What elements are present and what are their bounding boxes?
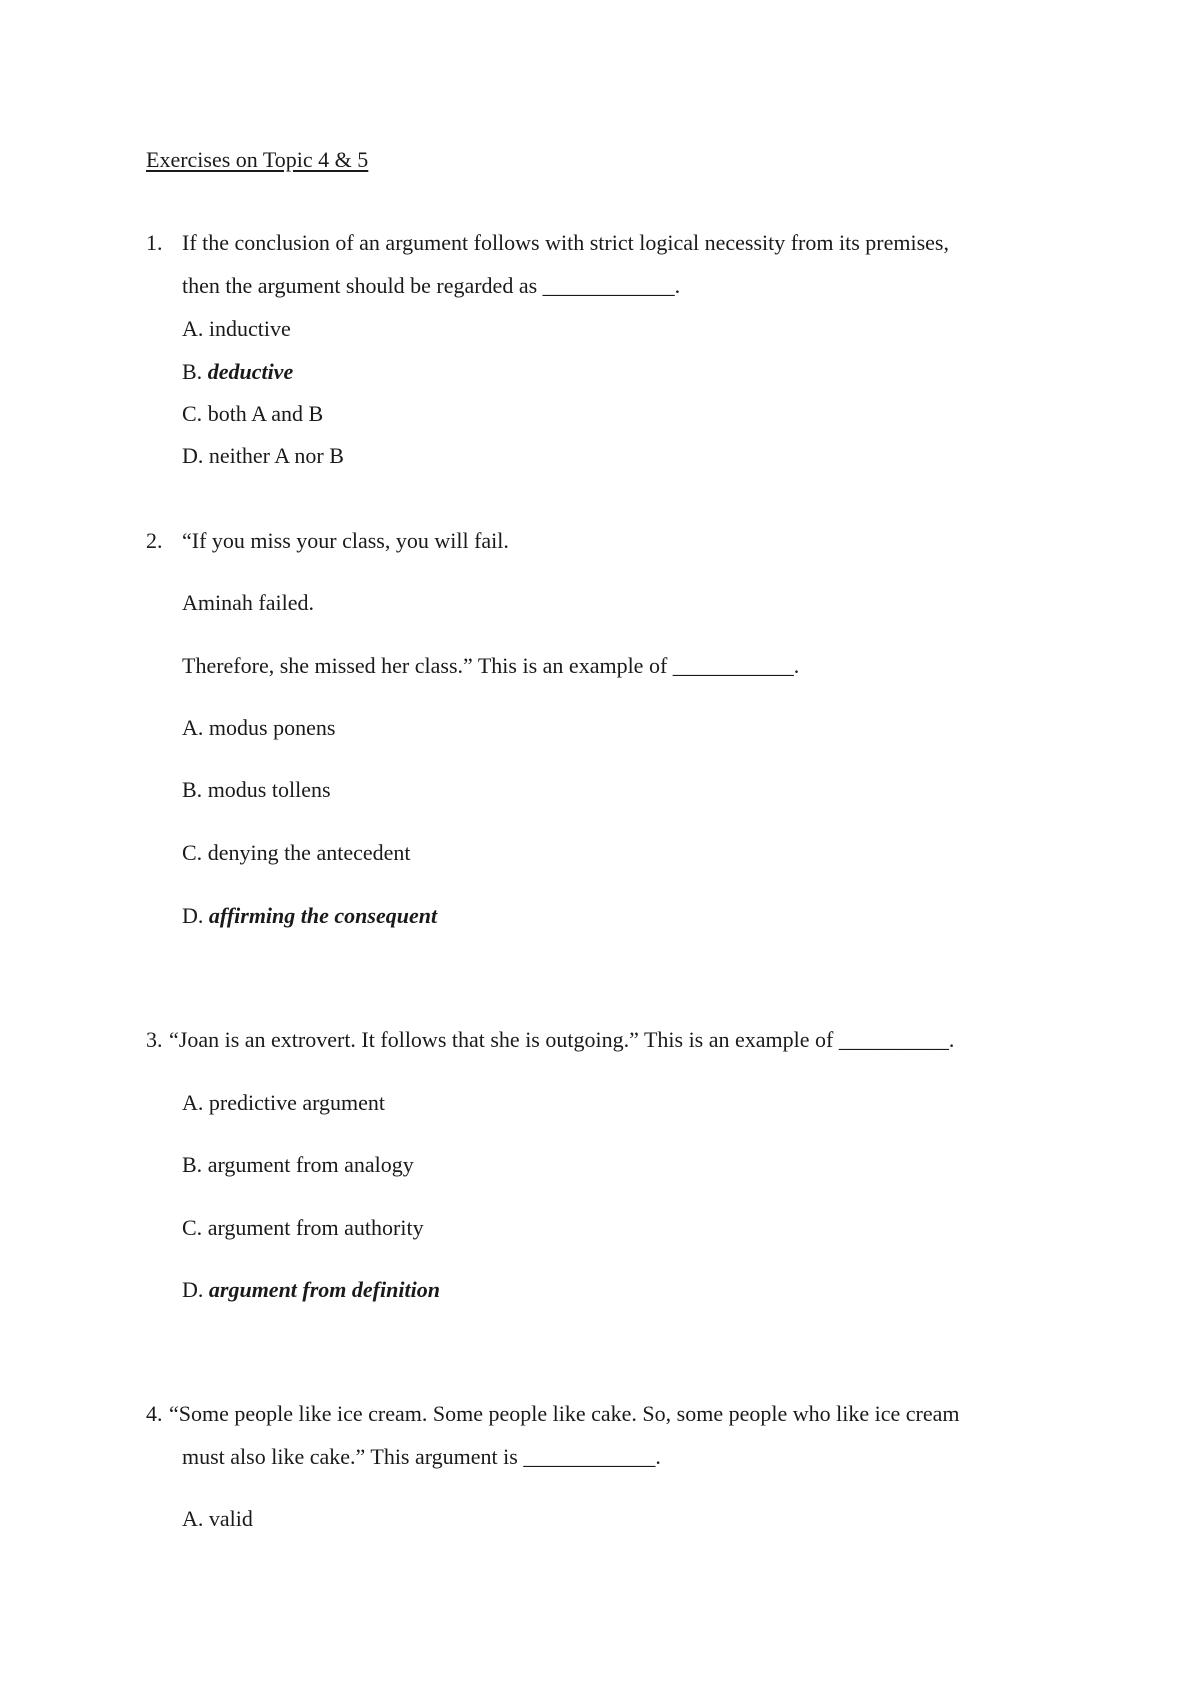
question-3-option-b xyxy=(182,1151,414,1179)
option-letter: D. xyxy=(182,443,204,468)
question-3-option-a xyxy=(182,1089,385,1117)
option-text: predictive argument xyxy=(208,1090,386,1115)
option-letter: B. xyxy=(182,777,203,802)
question-3-option-d xyxy=(182,1276,440,1304)
option-text: argument from authority xyxy=(207,1215,424,1240)
question-2-option-a xyxy=(182,714,335,742)
option-text: argument from analogy xyxy=(207,1152,414,1177)
question-1-option-d xyxy=(182,442,344,470)
question-1-text-line-2: then the argument should be regarded as ____________. xyxy=(182,273,681,298)
question-1-number: 1. xyxy=(146,230,163,255)
question-3-number: 3. xyxy=(146,1027,163,1052)
option-text: modus tollens xyxy=(207,777,331,802)
question-4-number: 4. xyxy=(146,1401,163,1426)
option-letter: C. xyxy=(182,401,203,426)
option-letter: A. xyxy=(182,1506,204,1531)
question-3-text-line-1: “Joan is an extrovert. It follows that she is outgoing.” This is an example of __________. xyxy=(169,1027,955,1052)
option-letter: D. xyxy=(182,903,204,928)
option-letter: D. xyxy=(182,1277,204,1302)
option-letter: C. xyxy=(182,840,203,865)
question-2-option-d xyxy=(182,902,437,930)
option-text-correct: argument from definition xyxy=(208,1277,440,1302)
option-text: both A and B xyxy=(207,401,324,426)
option-text: neither A nor B xyxy=(208,443,344,468)
question-1-option-c xyxy=(182,400,323,428)
option-text: denying the antecedent xyxy=(207,840,411,865)
page-title: Exercises on Topic 4 & 5 xyxy=(146,147,369,172)
option-letter: A. xyxy=(182,316,204,341)
option-text: valid xyxy=(208,1506,253,1531)
question-4-text-line-1: “Some people like ice cream. Some people like cake. So, some people who like ice cream xyxy=(169,1401,960,1426)
option-letter: B. xyxy=(182,359,203,384)
option-letter: A. xyxy=(182,1090,204,1115)
option-letter: A. xyxy=(182,715,204,740)
question-2-option-b xyxy=(182,776,331,804)
option-text-correct: affirming the consequent xyxy=(208,903,438,928)
question-4-text-line-2: must also like cake.” This argument is ____________. xyxy=(182,1444,661,1469)
question-2-option-c xyxy=(182,839,411,867)
question-2-text-line-1: “If you miss your class, you will fail. xyxy=(182,528,509,553)
question-1-text-line-1: If the conclusion of an argument follows with strict logical necessity from its premises, xyxy=(182,230,949,255)
option-text-correct: deductive xyxy=(207,359,294,384)
option-text: modus ponens xyxy=(208,715,336,740)
question-4-option-a xyxy=(182,1505,253,1533)
option-letter: C. xyxy=(182,1215,203,1240)
question-3-option-c xyxy=(182,1214,424,1242)
option-letter: B. xyxy=(182,1152,203,1177)
option-text: inductive xyxy=(208,316,291,341)
question-2-text-line-2: Aminah failed. xyxy=(182,590,314,615)
question-2-number: 2. xyxy=(146,528,163,553)
question-1-option-a xyxy=(182,315,291,343)
question-2-text-line-3: Therefore, she missed her class.” This is an example of ___________. xyxy=(182,653,800,678)
question-1-option-b xyxy=(182,358,293,386)
